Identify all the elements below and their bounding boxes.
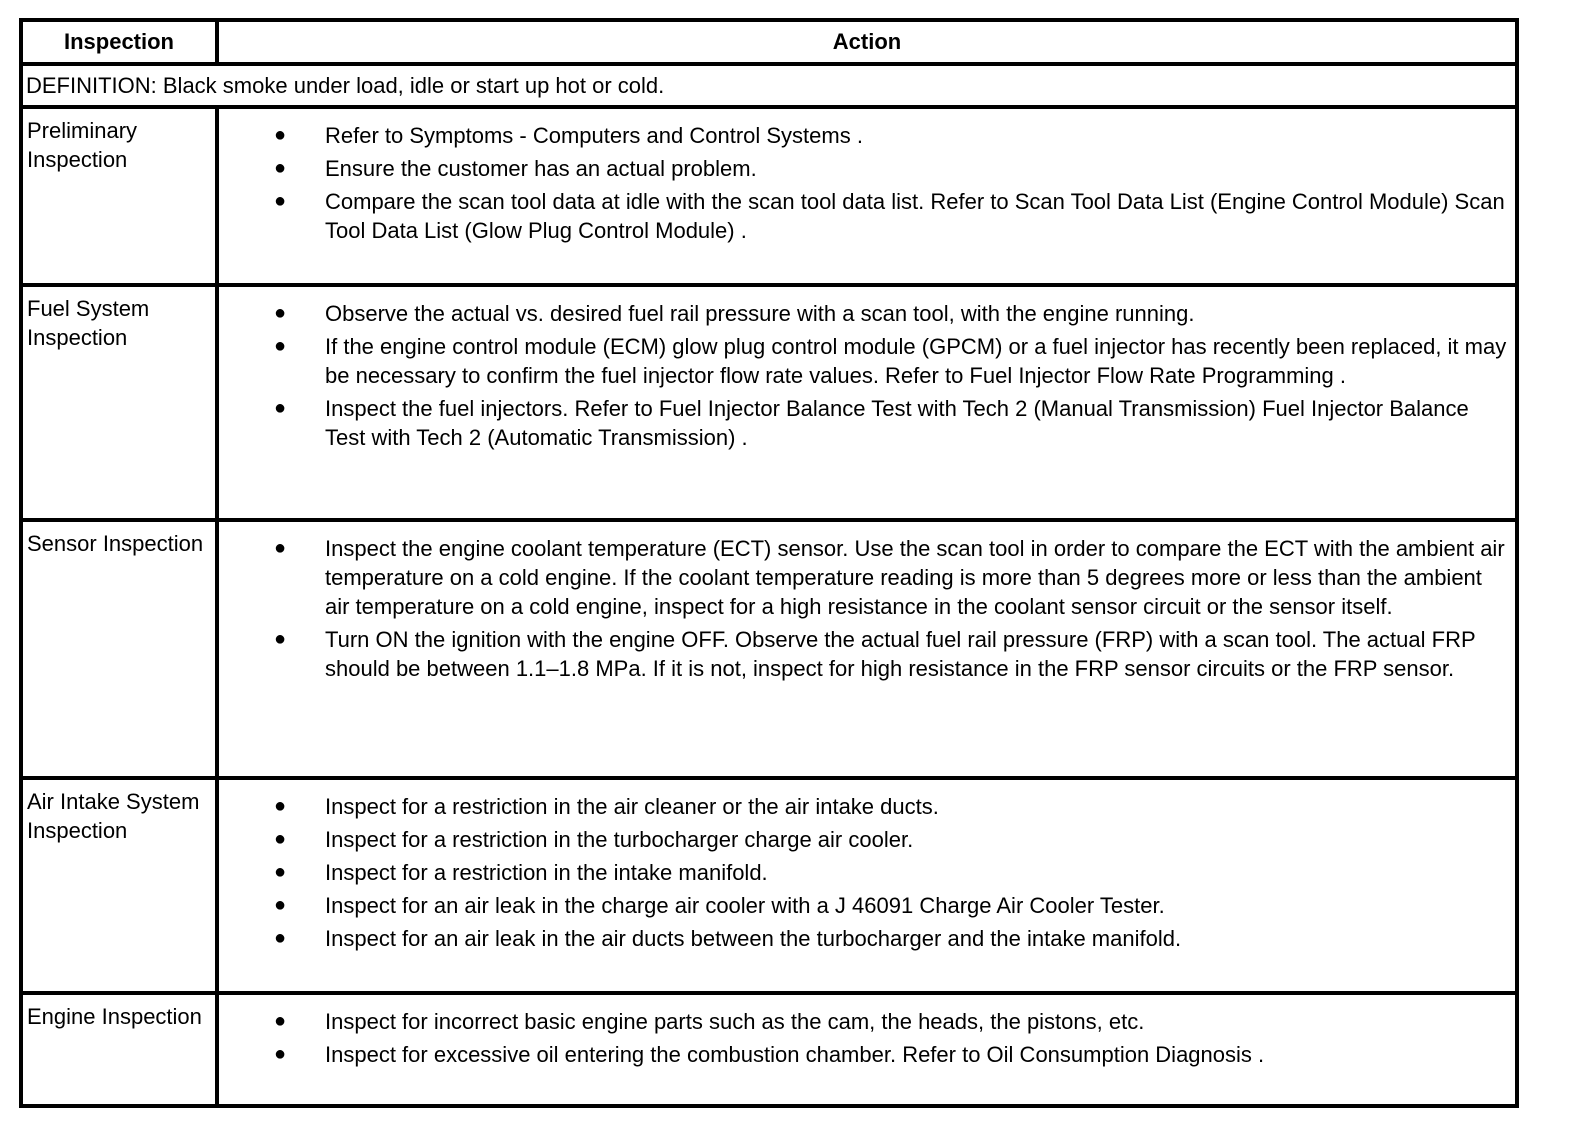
inspection-label: Air Intake System Inspection xyxy=(27,789,200,843)
list-item xyxy=(219,1040,1507,1069)
table-row xyxy=(23,780,1515,995)
table-row xyxy=(23,995,1515,1104)
table-row xyxy=(23,109,1515,287)
action-list xyxy=(219,299,1507,456)
list-item xyxy=(219,394,1507,452)
bullet-icon: ● xyxy=(274,861,287,883)
list-item xyxy=(219,332,1507,390)
action-text: Inspect for a restriction in the air cleaner or the air intake ducts. xyxy=(325,794,939,819)
action-text: Inspect for an air leak in the charge air cooler with a J 46091 Charge Air Cooler Tester. xyxy=(325,893,1165,918)
table-row xyxy=(23,522,1515,780)
bullet-icon: ● xyxy=(274,828,287,850)
inspection-label: Sensor Inspection xyxy=(27,531,204,556)
bullet-icon: ● xyxy=(274,537,287,559)
action-text: Inspect the fuel injectors. Refer to Fuel Injector Balance Test with Tech 2 (Manual Transmission) Fuel Injector Balance Test with Tech 2 (Automatic Transmission) . xyxy=(325,396,1469,450)
bullet-icon: ● xyxy=(274,628,287,650)
table-row xyxy=(23,287,1515,522)
list-item xyxy=(219,534,1507,621)
bullet-icon: ● xyxy=(274,335,287,357)
list-item xyxy=(219,154,1507,183)
bullet-icon: ● xyxy=(274,927,287,949)
list-item xyxy=(219,1007,1507,1036)
action-text: Refer to Symptoms - Computers and Control Systems . xyxy=(325,123,863,148)
bullet-icon: ● xyxy=(274,190,287,212)
inspection-label: Preliminary Inspection xyxy=(27,118,138,172)
action-text: Inspect for a restriction in the intake manifold. xyxy=(325,860,768,885)
table-header xyxy=(23,22,1515,66)
action-text: Observe the actual vs. desired fuel rail pressure with a scan tool, with the engine running. xyxy=(325,301,1195,326)
action-list xyxy=(219,792,1507,957)
action-text: Ensure the customer has an actual problem. xyxy=(325,156,757,181)
list-item xyxy=(219,858,1507,887)
action-list xyxy=(219,534,1507,687)
bullet-icon: ● xyxy=(274,1043,287,1065)
inspection-label: Engine Inspection xyxy=(27,1004,202,1029)
bullet-icon: ● xyxy=(274,302,287,324)
bullet-icon: ● xyxy=(274,397,287,419)
action-text: If the engine control module (ECM) glow plug control module (GPCM) or a fuel injector has recently been replaced, it may be necessary to confirm the fuel injector flow rate values. Refer to Fuel Injector Flow Rate Programming . xyxy=(325,334,1507,388)
action-text: Inspect the engine coolant temperature (ECT) sensor. Use the scan tool in order to compare the ECT with the ambient air temperature on a cold engine. If the coolant temperature reading is more than 5 degrees more or less than the ambient air temperature on a cold engine, inspect for a high resistance in the coolant sensor circuit or the sensor itself. xyxy=(325,536,1505,619)
list-item xyxy=(219,792,1507,821)
definition-row: DEFINITION: Black smoke under load, idle or start up hot or cold. xyxy=(23,66,1515,109)
list-item xyxy=(219,825,1507,854)
bullet-icon: ● xyxy=(274,894,287,916)
action-text: Inspect for an air leak in the air ducts between the turbocharger and the intake manifold. xyxy=(325,926,1182,951)
column-divider xyxy=(215,22,219,62)
bullet-icon: ● xyxy=(274,157,287,179)
bullet-icon: ● xyxy=(274,1010,287,1032)
list-item xyxy=(219,625,1507,683)
header-inspection: Inspection xyxy=(63,29,174,54)
action-list xyxy=(219,1007,1507,1073)
action-text: Inspect for incorrect basic engine parts such as the cam, the heads, the pistons, etc. xyxy=(325,1009,1145,1034)
action-text: Inspect for excessive oil entering the combustion chamber. Refer to Oil Consumption Diagnosis . xyxy=(325,1042,1265,1067)
list-item xyxy=(219,891,1507,920)
action-text: Inspect for a restriction in the turbocharger charge air cooler. xyxy=(325,827,914,852)
list-item xyxy=(219,299,1507,328)
list-item xyxy=(219,187,1507,245)
diagnostic-table xyxy=(19,18,1519,1108)
list-item xyxy=(219,121,1507,150)
bullet-icon: ● xyxy=(274,124,287,146)
header-action: Action xyxy=(832,29,902,54)
bullet-icon: ● xyxy=(274,795,287,817)
action-text: Turn ON the ignition with the engine OFF. Observe the actual fuel rail pressure (FRP) with a scan tool. The actual FRP should be between 1.1–1.8 MPa. If it is not, inspect for high resistance in the FRP sensor circuits or the FRP sensor. xyxy=(325,627,1476,681)
list-item xyxy=(219,924,1507,953)
inspection-label: Fuel System Inspection xyxy=(27,296,150,350)
action-list xyxy=(219,121,1507,249)
action-text: Compare the scan tool data at idle with the scan tool data list. Refer to Scan Tool Data List (Engine Control Module) Scan Tool Data List (Glow Plug Control Module) . xyxy=(325,189,1505,243)
